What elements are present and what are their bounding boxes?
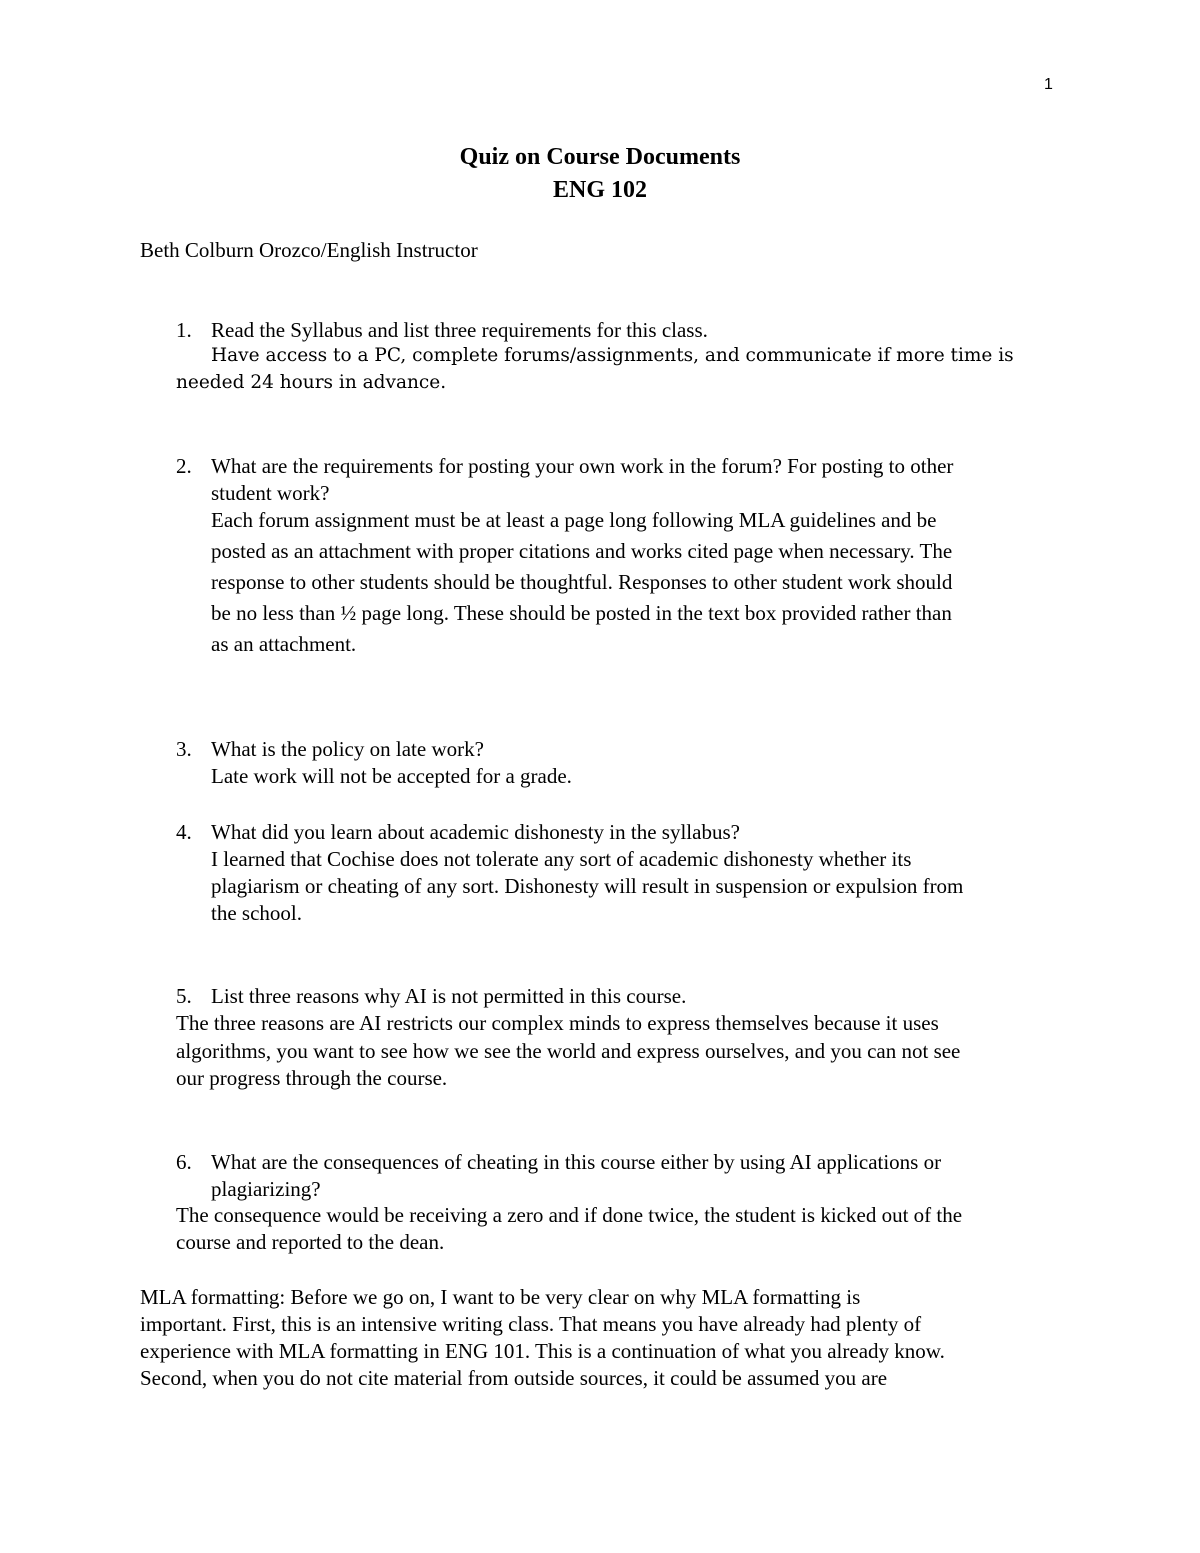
question-number: 3. — [176, 737, 192, 761]
question-number: 2. — [176, 454, 192, 478]
question-text: plagiarizing? — [211, 1177, 321, 1201]
question-text: What is the policy on late work? — [211, 737, 484, 761]
answer-text: algorithms, you want to see how we see the world and express ourselves, and you can not see — [176, 1039, 961, 1063]
question-text: List three reasons why AI is not permitted in this course. — [211, 984, 687, 1008]
answer-text: Late work will not be accepted for a grade. — [211, 764, 572, 788]
document-title: Quiz on Course Documents — [459, 144, 741, 170]
answer-text: response to other students should be thoughtful. Responses to other student work should — [211, 570, 953, 594]
question-text: What are the consequences of cheating in this course either by using AI applications or — [211, 1150, 942, 1174]
answer-text: be no less than ½ page long. These should be posted in the text box provided rather than — [211, 601, 952, 625]
answer-text: the school. — [211, 901, 302, 925]
answer-text: The consequence would be receiving a zero and if done twice, the student is kicked out of the — [176, 1203, 963, 1227]
answer-text: Each forum assignment must be at least a page long following MLA guidelines and be — [211, 508, 937, 532]
answer-text: plagiarism or cheating of any sort. Dishonesty will result in suspension or expulsion from — [211, 874, 964, 898]
question-number: 6. — [176, 1150, 192, 1174]
answer-text: as an attachment. — [211, 632, 357, 656]
question-number: 1. — [176, 318, 192, 342]
author-line: Beth Colburn Orozco/English Instructor — [140, 238, 478, 262]
question-text: What did you learn about academic dishonesty in the syllabus? — [211, 820, 740, 844]
answer-text: needed 24 hours in advance. — [176, 372, 447, 393]
page-number: 1 — [1044, 76, 1053, 93]
paragraph-line: important. First, this is an intensive writing class. That means you have already had plenty of — [140, 1312, 922, 1336]
answer-text: Have access to a PC, complete forums/assignments, and communicate if more time is — [211, 345, 1014, 366]
paragraph-line: experience with MLA formatting in ENG 101. This is a continuation of what you already know. — [140, 1339, 945, 1363]
question-text: What are the requirements for posting your own work in the forum? For posting to other — [211, 454, 954, 478]
question-text: Read the Syllabus and list three requirements for this class. — [211, 318, 708, 342]
question-number: 4. — [176, 820, 192, 844]
answer-text: The three reasons are AI restricts our complex minds to express themselves because it uses — [176, 1011, 939, 1035]
answer-text: posted as an attachment with proper citations and works cited page when necessary. The — [211, 539, 953, 563]
answer-text: course and reported to the dean. — [176, 1230, 445, 1254]
answer-text: I learned that Cochise does not tolerate any sort of academic dishonesty whether its — [211, 847, 912, 871]
course-code: ENG 102 — [552, 177, 647, 203]
answer-text: our progress through the course. — [176, 1066, 448, 1090]
question-text: student work? — [211, 481, 330, 505]
paragraph-line: MLA formatting: Before we go on, I want to be very clear on why MLA formatting is — [140, 1285, 861, 1309]
paragraph-line: Second, when you do not cite material from outside sources, it could be assumed you are — [140, 1366, 888, 1390]
question-number: 5. — [176, 984, 192, 1008]
